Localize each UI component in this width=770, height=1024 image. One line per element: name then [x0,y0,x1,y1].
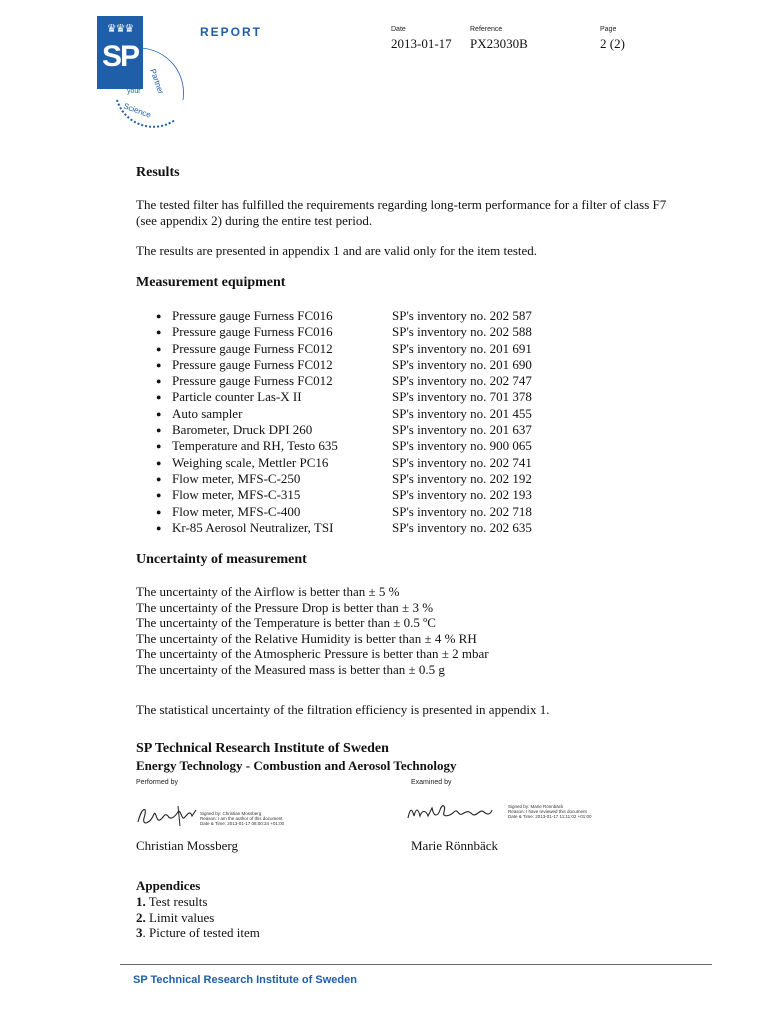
reference-label: Reference [470,26,503,33]
bullet-icon: ● [156,327,162,338]
appendix-number: 3 [136,925,143,940]
equipment-name: Flow meter, MFS-C-315 [172,487,301,503]
uncertainty-line: The uncertainty of the Pressure Drop is better than ± 3 % [136,599,434,615]
results-paragraph-2: The results are presented in appendix 1 and are valid only for the item tested. [136,243,538,258]
page-value: 2 (2) [600,36,625,51]
logo-tagline: your [127,88,141,95]
bullet-icon: ● [156,408,162,419]
appendix-text: Test results [145,894,208,909]
bullet-icon: ● [156,506,162,517]
bullet-icon: ● [156,311,162,321]
bullet-icon: ● [156,425,162,436]
uncertainty-line: The uncertainty of the Atmospheric Pressure is better than ± 2 mbar [136,646,489,661]
equipment-name: Weighing scale, Mettler PC16 [172,454,329,470]
uncertainty-line: The uncertainty of the Temperature is better than ± 0.5 ºC [136,615,436,630]
appendix-number: 1. [136,894,146,909]
inventory-number: SP's inventory no. 900 065 [392,438,532,454]
bullet-icon: ● [156,441,162,452]
appendix-text: . Picture of tested item [142,925,260,940]
examiner-name: Marie Rönnbäck [411,838,499,853]
equipment-name: Barometer, Druck DPI 260 [172,422,313,438]
examiner-signature [406,800,496,826]
uncertainty-line: The uncertainty of the Measured mass is better than ± 0.5 g [136,661,445,677]
inventory-number: SP's inventory no. 202 193 [392,487,532,503]
science-partner-ring-icon [95,40,195,140]
appendix-item [136,925,260,941]
page-label: Page [600,26,617,33]
equipment-name: Pressure gauge Furness FC012 [172,340,333,356]
performer-signature-note: Signed by: Christian Mossberg Reason: I am the author of this document Date & Time: 2013-01-17 08:00:34 +01:00 [200,811,285,826]
equipment-name: Pressure gauge Furness FC012 [172,356,333,372]
report-title: REPORT [200,25,263,39]
equipment-name: Kr-85 Aerosol Neutralizer, TSI [172,519,334,535]
equipment-name: Flow meter, MFS-C-250 [172,470,301,486]
uncertainty-heading: Uncertainty of measurement [136,552,307,567]
inventory-number: SP's inventory no. 202 635 [392,519,532,535]
equipment-heading: Measurement equipment [136,275,286,290]
bullet-icon: ● [156,359,162,370]
department-name: Energy Technology - Combustion and Aerosol Technology [136,758,457,773]
bullet-icon: ● [156,343,162,354]
inventory-number: SP's inventory no. 202 192 [392,470,532,486]
bullet-icon: ● [156,490,162,501]
inventory-number: SP's inventory no. 202 587 [392,308,532,323]
equipment-name: Flow meter, MFS-C-400 [172,503,301,519]
equipment-name: Pressure gauge Furness FC016 [172,308,333,323]
inventory-number: SP's inventory no. 202 718 [392,503,532,519]
bullet-icon: ● [156,457,162,468]
logo-text: SP [101,40,139,73]
footer-divider [120,964,712,965]
examined-by-label: Examined by [411,779,452,786]
inventory-number: SP's inventory no. 201 691 [392,340,532,356]
appendix-item [136,894,260,910]
inventory-number: SP's inventory no. 201 455 [392,405,532,421]
reference-value: PX23030B [470,36,528,51]
appendices-heading: Appendices [136,878,201,893]
organization-name: SP Technical Research Institute of Sweden [136,741,389,756]
bullet-icon: ● [156,473,162,484]
svg-text:Partner: Partner [148,67,166,96]
uncertainty-line: The uncertainty of the Relative Humidity is better than ± 4 % RH [136,630,477,646]
bullet-icon: ● [156,522,162,533]
equipment-name: Particle counter Las-X II [172,389,302,405]
bullet-icon: ● [156,392,162,403]
performer-signature [134,800,200,832]
uncertainty-list [136,584,489,677]
uncertainty-line: The uncertainty of the Airflow is better than ± 5 % [136,584,400,599]
appendices-list [136,894,260,941]
appendix-text: Limit values [145,909,215,925]
results-heading: Results [136,165,180,180]
equipment-name: Auto sampler [172,405,243,421]
statistical-uncertainty: The statistical uncertainty of the filtration efficiency is presented in appendix 1. [136,702,550,717]
appendix-number: 2. [136,909,146,925]
performed-by-label: Performed by [136,779,179,786]
inventory-number: SP's inventory no. 202 747 [392,373,532,389]
results-paragraph-1: The tested filter has fulfilled the requirements regarding long-term performance for a filter of class F7 (see appendix 2) during the entire test period. [136,197,667,228]
equipment-name: Pressure gauge Furness FC016 [172,324,333,340]
bullet-icon: ● [156,376,162,387]
appendix-item [136,910,260,926]
svg-text:Science: Science [122,101,153,120]
crowns-icon: ♛♛♛ [106,23,134,35]
examiner-signature-note: Signed by: Marie Rönnbäck Reason: I have reviewed this document Date & Time: 2013-01-17 11:11:02 +01:00 [508,804,592,819]
inventory-number: SP's inventory no. 202 588 [392,324,532,340]
footer-text: SP Technical Research Institute of Sweden [133,974,357,986]
inventory-number: SP's inventory no. 201 637 [392,422,532,438]
inventory-number: SP's inventory no. 201 690 [392,356,532,372]
date-label: Date [391,26,406,33]
performer-name: Christian Mossberg [136,838,238,853]
inventory-number: SP's inventory no. 202 741 [392,454,532,470]
date-value: 2013-01-17 [391,36,452,51]
equipment-name: Pressure gauge Furness FC012 [172,373,333,389]
inventory-number: SP's inventory no. 701 378 [392,389,532,405]
equipment-name: Temperature and RH, Testo 635 [172,438,338,454]
